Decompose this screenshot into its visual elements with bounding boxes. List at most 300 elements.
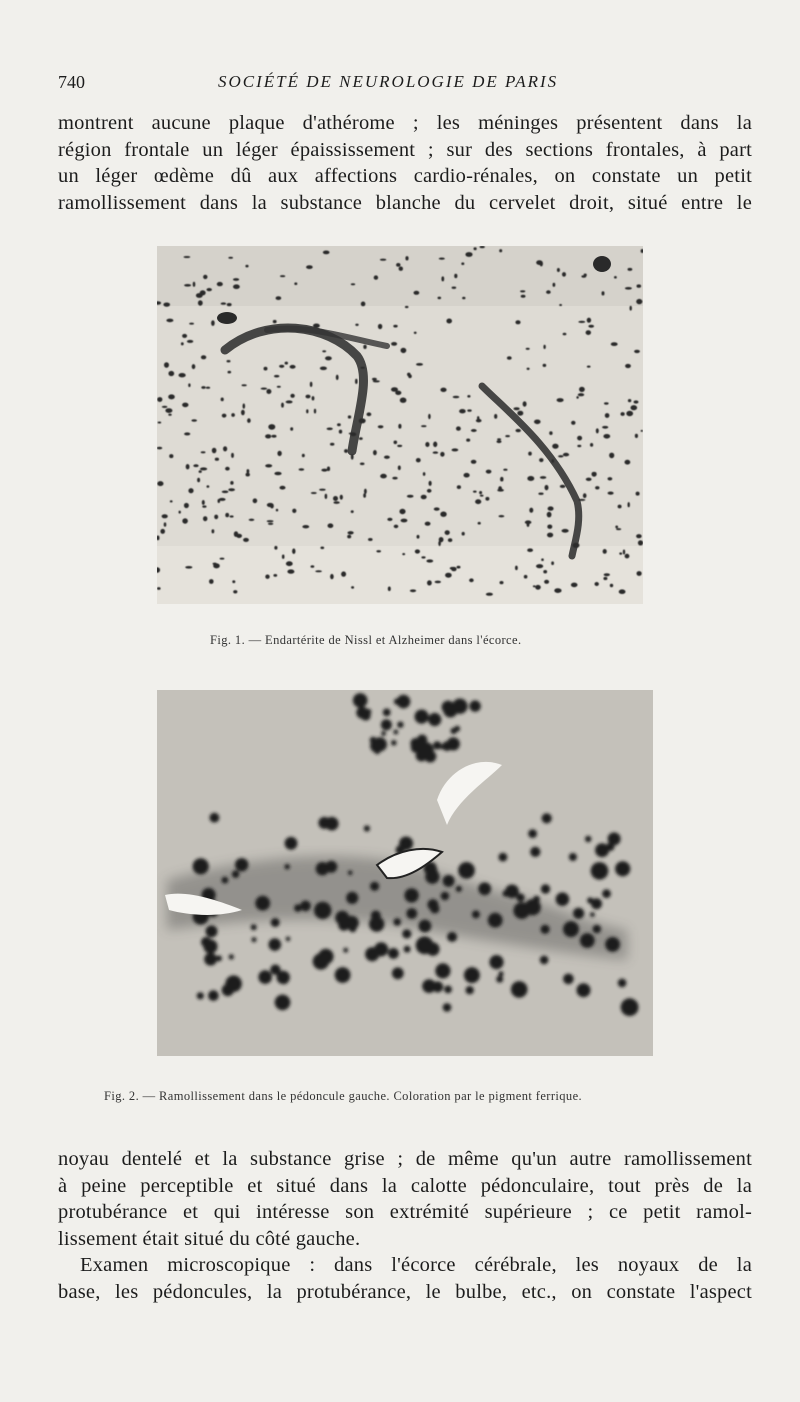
stained-cell — [638, 540, 643, 545]
stained-cell — [206, 387, 210, 389]
stained-cell — [328, 523, 334, 528]
stained-cell — [578, 321, 585, 323]
stained-cell — [230, 481, 233, 485]
stained-cell — [625, 364, 631, 368]
pigment-granule — [591, 862, 609, 880]
figure-2-micrograph — [157, 690, 653, 1056]
stained-cell — [577, 445, 581, 447]
stained-cell — [330, 574, 334, 579]
stained-cell — [192, 364, 196, 369]
pigment-granule — [383, 709, 391, 717]
stained-cell — [179, 373, 186, 377]
stained-cell — [243, 538, 249, 542]
stained-cell — [454, 274, 457, 278]
stained-cell — [221, 302, 226, 304]
pigment-granule — [466, 986, 474, 994]
stained-cell — [602, 291, 605, 295]
stained-cell — [514, 407, 520, 410]
pigment-granule — [456, 886, 462, 892]
pigment-granule — [419, 920, 432, 933]
stained-cell — [603, 577, 607, 580]
stained-cell — [193, 282, 196, 287]
stained-cell — [517, 411, 523, 416]
pigment-granule — [397, 722, 403, 728]
stained-cell — [158, 422, 162, 424]
stained-cell — [373, 450, 377, 455]
stained-cell — [363, 345, 366, 349]
stained-cell — [636, 492, 640, 496]
stained-cell — [166, 319, 173, 323]
stained-cell — [547, 512, 552, 518]
pigment-granule — [499, 853, 508, 862]
figure-2-image — [157, 690, 653, 1056]
stained-cell — [211, 320, 215, 326]
stained-cell — [497, 438, 501, 440]
stained-cell — [201, 451, 206, 453]
stained-cell — [551, 561, 554, 565]
stained-cell — [234, 531, 238, 537]
pigment-granule — [580, 933, 595, 948]
pigment-granule — [391, 740, 397, 746]
stained-cell — [227, 360, 231, 362]
stained-cell — [479, 491, 482, 494]
stained-cell — [247, 418, 251, 423]
stained-cell — [523, 401, 527, 406]
stained-cell — [587, 366, 591, 368]
pigment-granule — [369, 916, 384, 931]
stained-cell — [384, 456, 390, 459]
stained-cell — [526, 348, 530, 350]
stained-cell — [466, 439, 470, 442]
stained-cell — [184, 432, 190, 435]
stained-cell — [558, 455, 563, 457]
stained-cell — [417, 535, 420, 539]
stained-cell — [634, 400, 639, 403]
pigment-granule — [325, 861, 337, 873]
stained-cell — [499, 515, 505, 517]
pigment-granule — [340, 914, 346, 920]
stained-cell — [563, 333, 567, 336]
stained-cell — [557, 268, 560, 272]
stained-cell — [179, 511, 181, 514]
stained-cell — [276, 296, 282, 300]
stained-cell — [228, 257, 233, 259]
figure-1-caption: Fig. 1. — Endartérite de Nissl et Alzheimer dans l'écorce. — [210, 633, 522, 647]
stained-cell — [503, 469, 507, 471]
stained-cell — [440, 512, 446, 517]
stained-cell — [359, 437, 363, 440]
stained-cell — [515, 566, 518, 571]
stained-cell — [228, 488, 235, 491]
pigment-granule — [433, 741, 441, 749]
stained-cell — [401, 348, 407, 353]
stained-cell — [268, 424, 275, 430]
stained-cell — [213, 563, 220, 568]
stained-cell — [157, 587, 161, 590]
figure-1-image — [157, 246, 643, 604]
stained-cell — [595, 486, 599, 489]
stained-cell — [334, 501, 340, 504]
stained-cell — [186, 464, 190, 469]
stained-cell — [471, 429, 477, 432]
pigment-granule — [498, 971, 503, 976]
stained-cell — [372, 378, 377, 381]
pigment-granule — [252, 937, 257, 942]
stained-cell — [163, 303, 170, 307]
stained-cell — [410, 589, 416, 592]
stained-cell — [415, 549, 420, 553]
stained-cell — [253, 498, 258, 503]
stained-cell — [287, 569, 294, 573]
stained-cell — [536, 564, 543, 568]
stained-cell — [604, 573, 610, 576]
pigment-granule — [577, 983, 591, 997]
stained-cell — [631, 405, 638, 410]
paragraph-exam — [58, 1252, 752, 1305]
stained-cell — [494, 414, 497, 419]
stained-cell — [628, 399, 631, 402]
text-line: un léger œdème dû aux affections cardio-rénales, on constate un petit — [58, 165, 752, 187]
stained-cell — [625, 287, 632, 290]
stained-cell — [325, 494, 328, 499]
stained-cell — [539, 458, 543, 462]
stained-cell — [268, 523, 273, 525]
pigment-granule — [573, 908, 584, 919]
stained-cell — [397, 445, 402, 447]
stained-cell — [581, 275, 586, 277]
stained-cell — [400, 398, 407, 403]
stained-cell — [595, 582, 599, 586]
pigment-granule — [222, 984, 234, 996]
stained-cell — [388, 587, 391, 592]
pigment-granule — [416, 936, 434, 954]
stained-cell — [294, 282, 297, 285]
pigment-granule — [349, 925, 356, 932]
stained-cell — [402, 553, 405, 555]
stained-cell — [391, 342, 397, 346]
stained-cell — [626, 411, 633, 416]
stained-cell — [182, 334, 187, 338]
stained-cell — [274, 375, 279, 378]
pigment-granule — [381, 731, 386, 736]
stained-cell — [548, 506, 554, 510]
stained-cell — [188, 383, 190, 387]
stained-cell — [341, 571, 346, 576]
stained-cell — [457, 485, 461, 489]
stained-cell — [368, 538, 373, 541]
stained-cell — [279, 365, 284, 368]
stained-cell — [165, 408, 172, 413]
pigment-granule — [432, 981, 443, 992]
pigment-granule — [343, 948, 348, 953]
stained-cell — [367, 412, 372, 416]
stained-cell — [274, 472, 281, 476]
pigment-granule — [294, 904, 302, 912]
stained-cell — [312, 396, 315, 400]
text-line: Examen microscopique : dans l'écorce cérébrale, les noyaux de la — [80, 1254, 752, 1276]
stained-cell — [636, 534, 642, 538]
stained-cell — [321, 469, 327, 472]
stained-cell — [425, 442, 429, 447]
stained-cell — [603, 549, 607, 554]
pigment-granule — [541, 884, 550, 893]
stained-cell — [459, 409, 466, 413]
stained-cell — [319, 489, 326, 491]
stained-cell — [217, 282, 223, 286]
pigment-granule — [443, 704, 457, 718]
stained-cell — [273, 320, 277, 323]
stained-cell — [480, 495, 484, 497]
stained-cell — [249, 519, 255, 521]
stained-cell — [525, 520, 532, 524]
stained-cell — [559, 304, 562, 306]
text-line: noyau dentelé et la substance grise ; de même qu'un autre ramollissement — [58, 1148, 752, 1170]
stained-cell — [280, 486, 286, 490]
stained-cell — [320, 547, 324, 550]
stained-cell — [160, 529, 165, 534]
stained-cell — [320, 367, 327, 371]
stained-cell — [361, 302, 366, 307]
pigment-granule — [415, 710, 429, 724]
pigment-granule — [353, 693, 368, 708]
stained-cell — [348, 531, 354, 534]
pigment-granule — [618, 979, 627, 988]
pigment-granule — [540, 956, 549, 965]
stained-cell — [380, 474, 387, 479]
stained-cell — [378, 324, 382, 329]
stained-cell — [445, 573, 452, 578]
stained-cell — [277, 386, 281, 388]
pigment-granule — [335, 967, 351, 983]
stained-cell — [446, 319, 452, 324]
stained-cell — [499, 249, 502, 252]
stained-cell — [423, 472, 426, 476]
stained-cell — [426, 559, 433, 562]
stained-cell — [241, 410, 245, 416]
stained-cell — [387, 518, 392, 521]
stained-cell — [500, 581, 504, 584]
stained-cell — [277, 451, 281, 456]
stained-cell — [414, 332, 417, 334]
stained-cell — [604, 402, 609, 404]
stained-cell — [543, 364, 547, 367]
stained-cell — [579, 387, 585, 392]
stained-cell — [221, 398, 224, 402]
stained-cell — [425, 522, 431, 526]
stained-cell — [351, 586, 354, 589]
stained-cell — [587, 318, 591, 323]
page-header — [58, 72, 758, 96]
pigment-granule — [348, 871, 353, 876]
stained-cell — [571, 421, 575, 425]
text-line: protubérance et qui intéresse son extrémité supérieure ; ce petit ramol- — [58, 1201, 752, 1223]
stained-cell — [628, 502, 630, 507]
stained-cell — [376, 550, 381, 552]
pigment-granule — [216, 955, 222, 961]
stained-cell — [292, 548, 295, 554]
stained-cell — [311, 492, 317, 494]
stained-cell — [292, 509, 296, 513]
pigment-granule — [210, 813, 220, 823]
stained-cell — [547, 525, 552, 529]
pigment-granule — [585, 836, 591, 842]
stained-cell — [233, 284, 240, 289]
pigment-granule — [406, 908, 417, 919]
pigment-granule — [503, 890, 510, 897]
stained-cell — [452, 287, 457, 289]
stained-cell — [266, 389, 271, 394]
stained-cell — [348, 415, 351, 418]
stained-cell — [399, 267, 403, 271]
pigment-granule — [393, 730, 398, 735]
stained-cell — [394, 441, 398, 445]
stained-cell — [448, 538, 452, 542]
pigment-granule — [285, 864, 290, 869]
stained-cell — [391, 387, 398, 392]
pigment-granule — [269, 938, 282, 951]
stained-cell — [634, 350, 640, 353]
stained-cell — [621, 412, 625, 416]
stained-cell — [264, 367, 268, 371]
stained-cell — [637, 571, 642, 576]
stained-cell — [157, 447, 162, 450]
stained-cell — [535, 585, 541, 590]
stained-cell — [267, 503, 274, 507]
pigment-granule — [469, 700, 480, 711]
stained-cell — [232, 580, 235, 583]
pigment-granule — [313, 953, 329, 969]
stained-cell — [486, 470, 492, 474]
pigment-granule — [513, 902, 530, 919]
stained-cell — [562, 529, 569, 533]
stained-cell — [265, 575, 269, 579]
pigment-granule — [563, 974, 574, 985]
text-line: à peine perceptible et situé dans la calotte pédonculaire, tout près de la — [58, 1174, 752, 1197]
pigment-granule — [251, 924, 257, 930]
stained-cell — [469, 578, 474, 582]
pigment-granule — [356, 707, 368, 719]
stained-cell — [378, 425, 384, 428]
stained-cell — [478, 522, 481, 525]
stained-cell — [281, 403, 284, 408]
stained-cell — [485, 497, 489, 501]
stained-cell — [529, 508, 533, 513]
stained-cell — [392, 477, 397, 480]
stained-cell — [245, 265, 248, 268]
stained-cell — [528, 452, 532, 456]
stained-cell — [543, 570, 547, 573]
stained-cell — [421, 556, 425, 558]
stained-cell — [630, 306, 632, 311]
stained-cell — [533, 585, 536, 587]
stained-cell — [399, 509, 405, 514]
stained-cell — [272, 435, 277, 438]
pigment-granule — [422, 748, 430, 756]
pigment-granule — [204, 940, 218, 954]
stained-cell — [310, 382, 313, 387]
pigment-granule — [533, 896, 540, 903]
pigment-granule — [593, 925, 602, 934]
stained-cell — [398, 424, 401, 429]
stained-cell — [212, 529, 215, 533]
stained-cell — [219, 498, 226, 501]
stained-cell — [306, 395, 311, 399]
stained-cell — [625, 554, 630, 559]
pigment-granule — [411, 743, 421, 753]
pigment-granule — [381, 719, 392, 730]
pigment-granule — [590, 912, 595, 917]
stained-cell — [373, 380, 380, 382]
pigment-granule — [394, 699, 400, 705]
stained-cell — [314, 409, 316, 414]
stained-cell — [596, 428, 599, 433]
stained-cell — [336, 375, 339, 380]
stained-cell — [405, 256, 408, 260]
stained-cell — [475, 499, 481, 504]
stained-cell — [198, 300, 203, 305]
stained-cell — [527, 548, 533, 552]
stained-cell — [347, 535, 351, 539]
stained-cell — [546, 290, 551, 294]
stained-cell — [225, 513, 229, 517]
stained-cell — [497, 440, 502, 443]
pigment-granule — [464, 967, 480, 983]
stained-cell — [225, 467, 230, 471]
stained-cell — [439, 258, 445, 260]
stained-cell — [242, 384, 247, 386]
pigment-granule — [204, 953, 217, 966]
stained-cell — [445, 530, 450, 535]
stained-cell — [233, 278, 239, 281]
stained-cell — [486, 593, 493, 596]
pigment-granule — [591, 898, 602, 909]
stained-cell — [339, 430, 342, 434]
stained-cell — [199, 470, 202, 473]
stained-cell — [439, 537, 444, 542]
stained-cell — [541, 558, 544, 561]
stained-cell — [187, 340, 193, 343]
pigment-granule — [615, 861, 630, 876]
stained-cell — [428, 414, 431, 419]
running-title: SOCIÉTÉ DE NEUROLOGIE DE PARIS — [218, 72, 559, 91]
stained-cell — [527, 368, 530, 370]
stained-cell — [435, 581, 441, 584]
stained-cell — [521, 295, 526, 298]
stained-cell — [534, 420, 541, 425]
stained-cell — [247, 469, 250, 473]
stained-cell — [625, 460, 631, 465]
stained-cell — [273, 574, 277, 577]
stained-cell — [299, 468, 305, 470]
stained-cell — [474, 247, 477, 250]
figure-2-caption: Fig. 2. — Ramollissement dans le pédoncule gauche. Coloration par le pigment ferrique. — [104, 1089, 583, 1103]
pigment-granule — [511, 981, 528, 998]
stained-cell — [464, 473, 470, 478]
pigment-granule — [365, 947, 379, 961]
stained-cell — [164, 362, 169, 368]
stained-cell — [592, 472, 597, 477]
stained-cell — [516, 429, 521, 432]
stained-cell — [549, 431, 552, 435]
stained-cell — [327, 428, 333, 431]
pigment-granule — [370, 882, 379, 891]
stained-cell — [223, 446, 227, 451]
stained-cell — [274, 546, 277, 550]
pigment-granule — [197, 992, 204, 999]
pigment-granule — [443, 1003, 452, 1012]
stained-cell — [188, 488, 193, 493]
pigment-granule — [569, 853, 577, 861]
